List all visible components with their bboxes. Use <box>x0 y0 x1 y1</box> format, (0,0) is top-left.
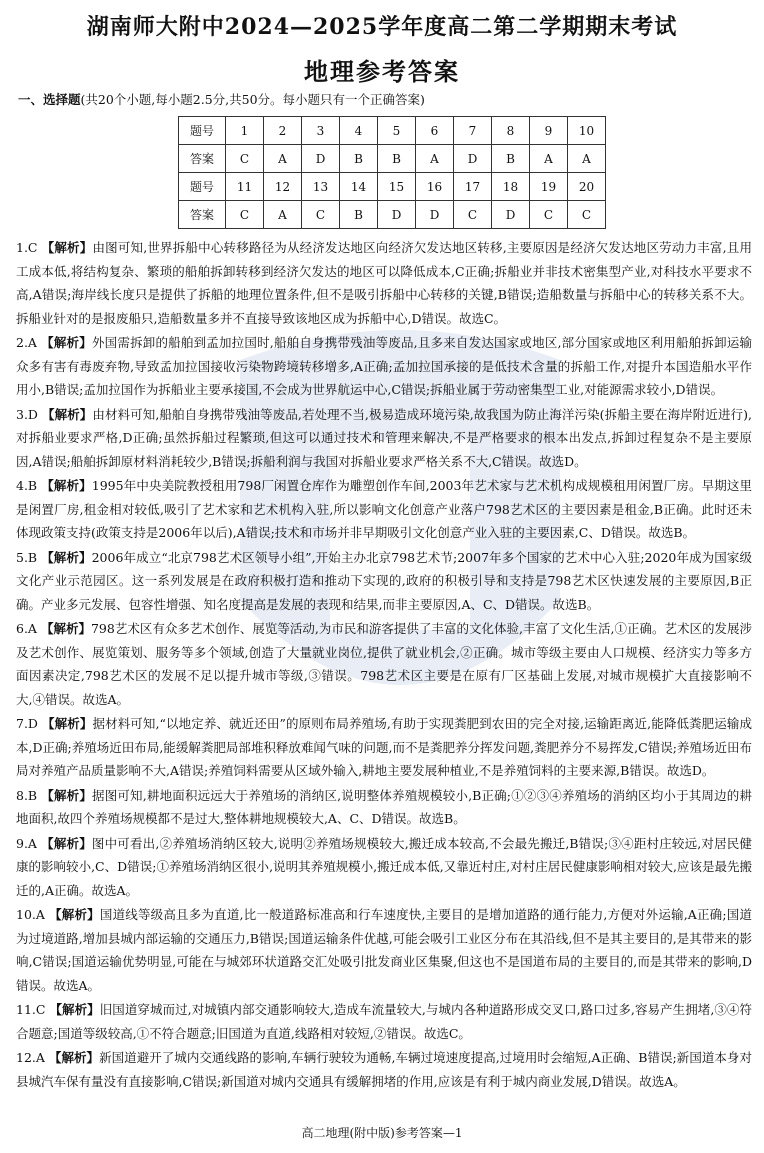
answer-cell: A <box>264 145 302 173</box>
item-number: 9.A <box>16 835 37 851</box>
table-row <box>179 145 606 173</box>
answer-cell: B <box>378 145 416 173</box>
answer-cell: A <box>416 145 454 173</box>
analysis-text: 据材料可知,“以地定养、就近还田”的原则布局养殖场,有助于实现粪肥到农田的完全对接,运输距离近,能降低粪肥运输成本,D正确;养殖场近田布局,能缓解粪肥局部堆积释放难闻气味的问题,而不是粪肥养分挥发问题,粪肥养分不易挥发,C错误;养殖场近田布局对养殖产品质量影响不大,A错误;养殖饲料需要从区域外输入,耕地主要发展种植业,不是养殖饲料的主要来源,B错误。故选D。 <box>16 716 752 778</box>
question-number-cell: 20 <box>568 173 606 201</box>
question-number-cell: 19 <box>530 173 568 201</box>
answer-cell: A <box>568 145 606 173</box>
question-number-cell: 11 <box>226 173 264 201</box>
item-number: 4.B <box>16 478 38 493</box>
list-item <box>16 236 752 330</box>
list-item <box>16 712 752 783</box>
question-number-cell: 13 <box>302 173 340 201</box>
analysis-tag: 【解析】 <box>49 1002 100 1017</box>
list-item <box>16 403 752 474</box>
section-note: (共20个小题,每小题2.5分,共50分。每小题只有一个正确答案) <box>80 92 425 107</box>
analysis-text: 外国需拆卸的船舶到孟加拉国时,船舶自身携带残油等废品,且多来自发达国家或地区,部分国家或地区利用船舶拆卸运输众多有害有毒废弃物,导致孟加拉国接收污染物跨境转移增多,A正确;孟加拉国承接的是低技术含量的拆船工作,对提升本国造船水平作用小,B错误;孟加拉国作为拆船业主要承接国,不会成为世界航运中心,C错误;拆船业属于劳动密集型工业,对能源需求较小,D错误。 <box>16 335 752 397</box>
analysis-text: 2006年成立“北京798艺术区领导小组”,开始主办北京798艺术节;2007年多个国家的艺术中心入驻;2020年成为国家级文化产业示范园区。这一系列发展是在政府积极打造和推动下实现的,政府的积极引导和支持是798艺术区快速发展的主要原因,B正确。产业多元发展、包容性增强、知名度提高是发展的表现和结果,而非主要原因,A、C、D错误。故选B。 <box>16 549 752 612</box>
analysis-tag: 【解析】 <box>42 406 93 422</box>
answer-cell: D <box>302 145 340 173</box>
item-number: 2.A <box>16 335 37 350</box>
table-row <box>179 173 606 201</box>
analysis-text: 图中可看出,②养殖场消纳区较大,说明②养殖场规模较大,搬迁成本较高,不会最先搬迁,B错误;③④距村庄较远,对居民健康的影响较小,C、D错误;①养殖场消纳区很小,说明其养殖规模小,搬迁成本低,又靠近村庄,对村庄居民健康影响相对较大,应该是最先搬迁的,A正确。故选A。 <box>16 835 752 898</box>
table-row <box>179 117 606 145</box>
question-number-cell: 16 <box>416 173 454 201</box>
analysis-text: 798艺术区有众多艺术创作、展览等活动,为市民和游客提供了丰富的文化体验,丰富了文化生活,①正确。艺术区的发展涉及艺术创作、展览策划、服务等多个领域,创造了大量就业岗位,提供了就业机会,②正确。城市等级主要由人口规模、经济实力等多方面因素决定,798艺术区的发展不足以提升城市等级,③错误。798艺术区主要是在原有厂区基础上发展,对城市规模扩大直接影响不大,④错误。故选A。 <box>16 621 752 707</box>
item-number: 7.D <box>16 716 38 731</box>
answer-cell: D <box>492 201 530 229</box>
question-number-cell: 8 <box>492 117 530 145</box>
row-label-question: 题号 <box>179 117 226 145</box>
list-item <box>16 903 752 997</box>
question-number-cell: 3 <box>302 117 340 145</box>
list-item <box>16 546 752 617</box>
analysis-tag: 【解析】 <box>48 1050 100 1065</box>
answer-cell: D <box>454 145 492 173</box>
answer-cell: C <box>226 145 264 173</box>
item-number: 12.A <box>16 1050 45 1065</box>
section-heading <box>18 90 425 108</box>
analysis-text: 1995年中央美院教授租用798厂闲置仓库作为雕塑创作车间,2003年艺术家与艺术机构成规模租用闲置厂房。早期这里是闲置厂房,租金相对较低,吸引了艺术家和艺术机构入驻,所以影响文化创意产业落户798艺术区的主要因素是租金,B正确。此时还未体现政策支持(政策支持是2006年以后),A错误;技术和市场并非早期吸引文化创意产业入驻的主要因素,C、D错误。故选B。 <box>16 478 752 540</box>
question-number-cell: 5 <box>378 117 416 145</box>
analysis-tag: 【解析】 <box>41 835 92 851</box>
item-number: 5.B <box>16 549 38 565</box>
analysis-tag: 【解析】 <box>41 335 92 350</box>
row-label-answer: 答案 <box>179 201 226 229</box>
row-label-question: 题号 <box>179 173 226 201</box>
analysis-text: 新国道避开了城内交通线路的影响,车辆行驶较为通畅,车辆过境速度提高,过境用时会缩短,A正确、B错误;新国道本身对县城汽车保有量没有直接影响,C错误;新国道对城内交通具有缓解拥堵的作用,应该是有利于城内商业发展,D错误。故选A。 <box>16 1050 752 1089</box>
answer-cell: A <box>530 145 568 173</box>
item-number: 1.C <box>16 240 38 255</box>
question-number-cell: 6 <box>416 117 454 145</box>
list-item <box>16 331 752 402</box>
analysis-tag: 【解析】 <box>42 716 93 731</box>
list-item <box>16 1046 752 1093</box>
question-number-cell: 4 <box>340 117 378 145</box>
item-number: 8.B <box>16 787 38 803</box>
item-number: 10.A <box>16 907 45 922</box>
answer-cell: B <box>492 145 530 173</box>
answer-cell: C <box>568 201 606 229</box>
analysis-tag: 【解析】 <box>41 787 93 803</box>
item-number: 6.A <box>16 621 37 636</box>
answer-cell: A <box>264 201 302 229</box>
page-footer: 高二地理(附中版)参考答案—1 <box>301 1126 463 1140</box>
answer-cell: C <box>454 201 492 229</box>
answer-cell: D <box>378 201 416 229</box>
question-number-cell: 2 <box>264 117 302 145</box>
question-number-cell: 17 <box>454 173 492 201</box>
answer-table <box>178 116 606 229</box>
question-number-cell: 1 <box>226 117 264 145</box>
answer-cell: C <box>226 201 264 229</box>
explanation-list <box>16 236 752 1094</box>
answer-cell: B <box>340 201 378 229</box>
list-item <box>16 474 752 545</box>
row-label-answer: 答案 <box>179 145 226 173</box>
analysis-text: 国道线等级高且多为直道,比一般道路标准高和行车速度快,主要目的是增加道路的通行能力,方便对外运输,A正确;国道为过境道路,增加县城内部运输的交通压力,B错误;国道运输条件优越,可能会吸引工业区分布在其沿线,但不是其主要目的,是其带来的影响,C错误;国道运输优势明显,可能在与城郊环状道路交汇处吸引批发商业区集聚,但这也不是国道布局的主要目的,而是其带来的影响,D错误。故选A。 <box>16 907 752 993</box>
analysis-tag: 【解析】 <box>41 240 93 255</box>
list-item <box>16 784 752 831</box>
question-number-cell: 18 <box>492 173 530 201</box>
answer-cell: B <box>340 145 378 173</box>
answer-cell: D <box>416 201 454 229</box>
analysis-tag: 【解析】 <box>41 478 92 493</box>
analysis-tag: 【解析】 <box>41 549 92 565</box>
answer-cell: C <box>530 201 568 229</box>
list-item <box>16 617 752 711</box>
section-label: 一、选择题 <box>18 92 81 107</box>
answer-title: 地理参考答案 <box>304 57 460 86</box>
analysis-text: 旧国道穿城而过,对城镇内部交通影响较大,造成车流量较大,与城内各种道路形成交叉口,路口过多,容易产生拥堵,③④符合题意;国道等级较高,①不符合题意;旧国道为直道,线路相对较短,②错误。故选C。 <box>16 1002 752 1041</box>
list-item <box>16 832 752 903</box>
exam-title: 湖南师大附中2024—2025学年度高二第二学期期末考试 <box>86 14 678 40</box>
question-number-cell: 12 <box>264 173 302 201</box>
list-item <box>16 998 752 1045</box>
analysis-text: 据图可知,耕地面积远远大于养殖场的消纳区,说明整体养殖规模较小,B正确;①②③④养殖场的消纳区均小于其周边的耕地面积,故四个养殖场规模都不是过大,整体耕地规模较大,A、C、D错误。故选B。 <box>16 787 752 826</box>
analysis-text: 由材料可知,船舶自身携带残油等废品,若处理不当,极易造成环境污染,故我国为防止海洋污染(拆船主要在海岸附近进行),对拆船业要求严格,D正确;虽然拆船过程繁琐,但这可以通过技术和管理来解决,不是严格要求的根本出发点,拆卸过程复杂不是主要原因,A错误;船舶拆卸原材料消耗较少,B错误;拆船利润与我国对拆船业要求严格关系不大,C错误。故选D。 <box>16 406 752 469</box>
analysis-text: 由图可知,世界拆船中心转移路径为从经济发达地区向经济欠发达地区转移,主要原因是经济欠发达地区劳动力丰富,且用工成本低,将结构复杂、繁琐的船舶拆卸转移到经济欠发达的地区可以降低成本,C正确;拆船业并非技术密集型产业,对科技水平要求不高,A错误;海岸线长度只是提供了拆船的地理位置条件,但不是吸引拆船中心转移的关键,B错误;造船数量与拆船中心的转移关系不大。拆船业针对的是报废船只,造船数量多并不直接导致该地区成为拆船中心,D错误。故选C。 <box>16 240 752 326</box>
question-number-cell: 10 <box>568 117 606 145</box>
question-number-cell: 14 <box>340 173 378 201</box>
analysis-tag: 【解析】 <box>40 621 91 636</box>
item-number: 11.C <box>16 1002 46 1017</box>
question-number-cell: 9 <box>530 117 568 145</box>
item-number: 3.D <box>16 406 38 422</box>
analysis-tag: 【解析】 <box>49 907 100 922</box>
table-row <box>179 201 606 229</box>
question-number-cell: 15 <box>378 173 416 201</box>
answer-cell: C <box>302 201 340 229</box>
question-number-cell: 7 <box>454 117 492 145</box>
